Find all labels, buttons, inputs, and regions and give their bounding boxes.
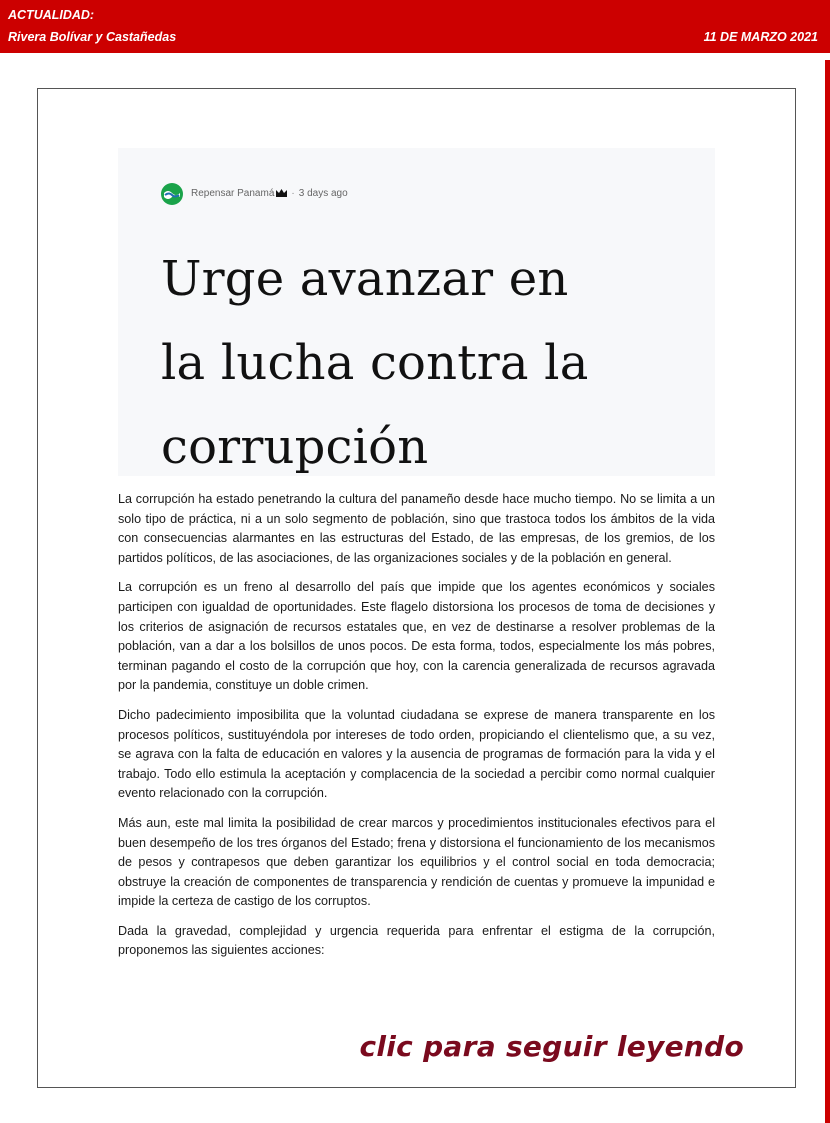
right-edge-bar <box>825 60 830 1123</box>
article-paragraph: La corrupción es un freno al desarrollo del país que impide que los agentes económicos y sociales participen con igualdad de oportunidades. Este flagelo distorsiona los procesos de toma de decisiones y los criterios de asignación de recursos estatales que, en vez de destinarse a resolver problemas de la población, van a dar a los bolsillos de unos pocos. De esta forma, todos, especialmente los más pobres, terminan pagando el costo de la corrupción que hoy, con la carencia generalizada de recursos agravada por la pandemia, constituye un doble crimen. <box>118 580 715 693</box>
article-paragraph: Dicho padecimiento imposibilita que la voluntad ciudadana se exprese de manera transparente en los procesos políticos, sustituyéndola por intereses de todo orden, propiciando el clientelismo que, a su vez, se agrava con la falta de educación en valores y la ausencia de programas de formación para la vida y el trabajo. Todo ello estimula la aceptación y complacencia de la sociedad a percibir como normal cualquier evento relacionado con la corrupción. <box>118 707 715 801</box>
article-paragraph: Dada la gravedad, complejidad y urgencia requerida para enfrentar el estigma de la corrupción, proponemos las siguientes acciones: <box>118 923 715 958</box>
author-avatar-icon[interactable] <box>161 183 183 205</box>
header-authors: Rivera Bolívar y Castañedas <box>8 30 177 44</box>
crown-icon <box>276 189 287 197</box>
post-title-line: corrupción <box>161 419 429 475</box>
post-title-line: Urge avanzar en <box>161 251 569 307</box>
page-header <box>0 0 830 53</box>
header-date: 11 DE MARZO 2021 <box>703 30 818 44</box>
meta-separator: · <box>291 188 295 199</box>
article-body <box>118 490 715 971</box>
article-paragraph: La corrupción ha estado penetrando la cultura del panameño desde hace mucho tiempo. No se limita a un solo tipo de práctica, ni a un solo segmento de población, sino que trastoca todos los ámbitos de la vida con consecuencias alarmantes en las estructuras del Estado, de las empresas, de los gremios, de los partidos políticos, de las asociaciones, de las organizaciones sociales y de la población en general. <box>118 492 715 565</box>
continue-reading-link[interactable]: clic para seguir leyendo <box>359 1030 744 1063</box>
post-author-name[interactable]: Repensar Panamá <box>191 188 275 199</box>
post-title-line: la lucha contra la <box>161 335 589 391</box>
article-paragraph: Más aun, este mal limita la posibilidad de crear marcos y procedimientos institucionales efectivos para el buen desempeño de los tres órganos del Estado; frena y distorsiona el funcionamiento de los mecanismos de pesos y contrapesos que deben garantizar los equilibrios y el control social en toda democracia; obstruye la creación de componentes de transparencia y rendición de cuentas y promueve la impunidad e impide la certeza de castigo de los corruptos. <box>118 815 715 909</box>
post-meta <box>191 187 348 201</box>
post-title <box>161 237 701 489</box>
header-section-label: ACTUALIDAD: <box>8 8 95 22</box>
post-timestamp: 3 days ago <box>298 188 348 199</box>
